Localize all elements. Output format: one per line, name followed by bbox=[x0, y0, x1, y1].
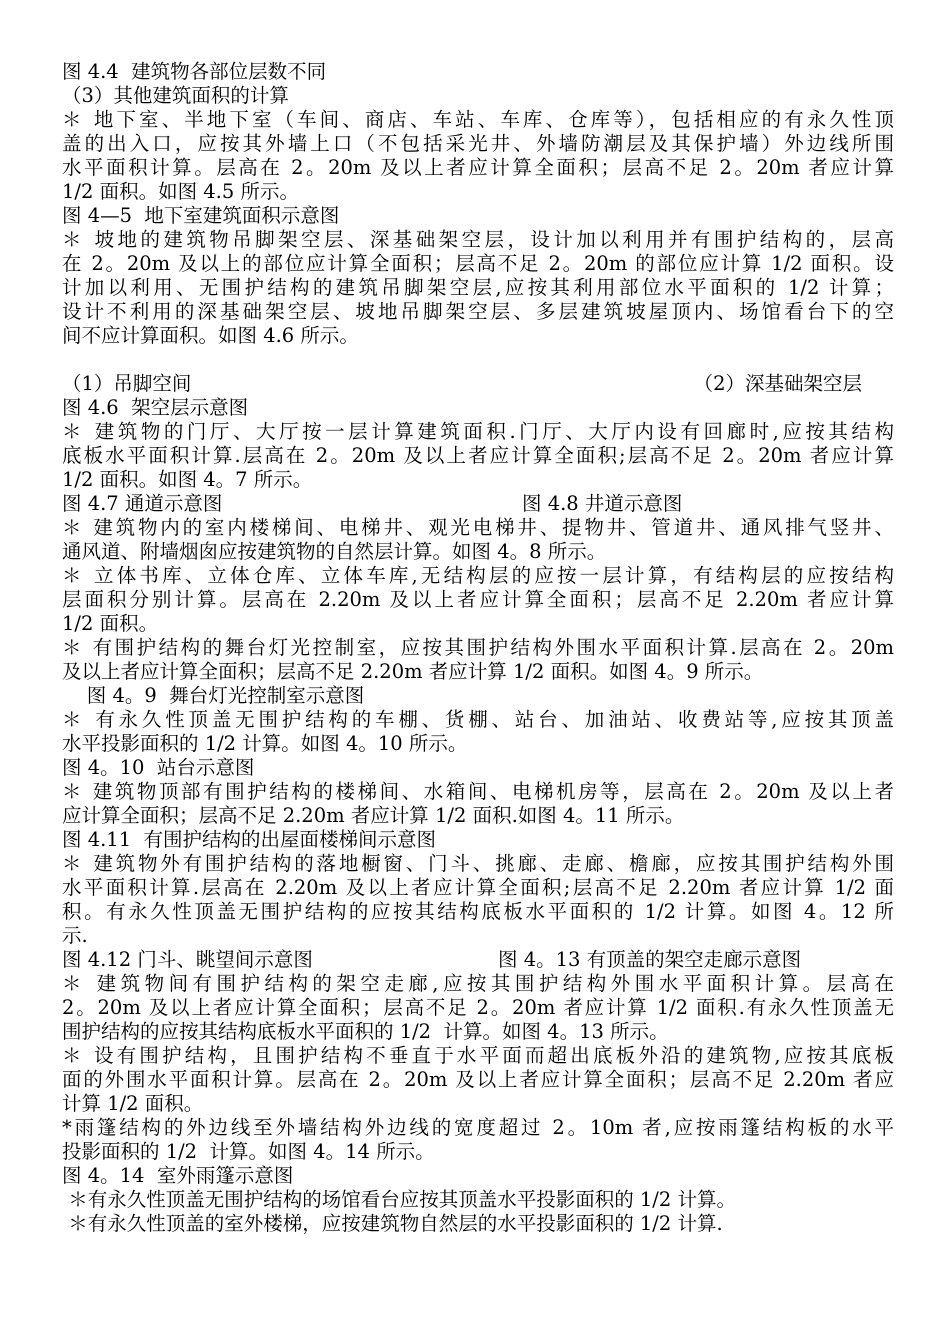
text-line: 1/2 面积。如图 4.5 所示。 bbox=[62, 180, 299, 203]
text-line: 间不应计算面积。如图 4.6 所示。 bbox=[62, 324, 359, 347]
text-line: ＊ 有围护结构的舞台灯光控制室，应按其围护结构外围水平面积计算.层高在 2。20m bbox=[62, 636, 894, 659]
text-line: 水平投影面积的 1/2 计算。如图 4。10 所示。 bbox=[62, 732, 468, 755]
document-page bbox=[62, 60, 894, 1236]
figure-caption-left: （1）吊脚空间 bbox=[62, 372, 192, 395]
text-line: ＊ 有永久性顶盖无围护结构的车棚、货棚、站台、加油站、收费站等,应按其顶盖 bbox=[62, 708, 894, 731]
text-line: 在 2。20m 及以上的部位应计算全面积；层高不足 2。20m 的部位应计算 1/2 面积。设 bbox=[62, 252, 894, 275]
text-block-4 bbox=[62, 972, 894, 1236]
text-line: ＊ 立体书库、立体仓库、立体车库,无结构层的应按一层计算，有结构层的应按结构 bbox=[62, 564, 894, 587]
text-line: 图 4.11 有围护结构的出屋面楼梯间示意图 bbox=[62, 828, 437, 851]
text-line: 通风道、附墙烟囱应按建筑物的自然层计算。如图 4。8 所示。 bbox=[62, 540, 607, 563]
text-line: 面的外围水平面积计算。层高在 2。20m 及以上者应计算全面积；层高不足 2.20m 者应 bbox=[62, 1068, 894, 1091]
text-block-3 bbox=[62, 516, 894, 948]
text-line: 围护结构的应按其结构底板水平面积的 1/2 计算。如图 4。13 所示。 bbox=[62, 1020, 669, 1043]
figure-caption-left: 图 4.12 门斗、眺望间示意图 bbox=[62, 948, 313, 971]
text-line: 1/2 面积。如图 4。7 所示。 bbox=[62, 468, 313, 491]
text-line: 层面积分别计算。层高在 2.20m 及以上者应计算全面积；层高不足 2.20m 者应计算 bbox=[62, 588, 894, 611]
text-line: ＊ 地下室、半地下室（车间、商店、车站、车库、仓库等），包括相应的有永久性顶 bbox=[62, 108, 894, 131]
text-line: ＊ 建筑物内的室内楼梯间、电梯井、观光电梯井、提物井、管道井、通风排气竖井、 bbox=[62, 516, 894, 539]
text-line: 图 4—5 地下室建筑面积示意图 bbox=[62, 204, 340, 227]
text-line: 计加以利用、无围护结构的建筑吊脚架空层,应按其利用部位水平面积的 1/2 计算； bbox=[62, 276, 894, 299]
text-line: *雨篷结构的外边线至外墙结构外边线的宽度超过 2。10m 者,应按雨篷结构板的水平 bbox=[62, 1116, 894, 1139]
text-line: 图 4。9 舞台灯光控制室示意图 bbox=[62, 684, 365, 707]
text-line: 图 4。10 站台示意图 bbox=[62, 756, 255, 779]
text-block-1 bbox=[62, 60, 894, 348]
text-line: 图 4.4 建筑物各部位层数不同 bbox=[62, 60, 327, 83]
text-line: 底板水平面积计算.层高在 2。20m 及以上者应计算全面积;层高不足 2。20m 者应计算 bbox=[62, 444, 894, 467]
text-line: ＊ 坡地的建筑物吊脚架空层、深基础架空层，设计加以利用并有围护结构的，层高 bbox=[62, 228, 894, 251]
text-line: ＊ 建筑物的门厅、大厅按一层计算建筑面积.门厅、大厅内设有回廊时,应按其结构 bbox=[62, 420, 894, 443]
text-line: 1/2 面积。 bbox=[62, 612, 159, 635]
text-line: ＊有永久性顶盖的室外楼梯，应按建筑物自然层的水平投影面积的 1/2 计算. bbox=[62, 1212, 723, 1235]
text-line: 计算 1/2 面积。 bbox=[62, 1092, 204, 1115]
text-line: 投影面积的 1/2 计算。如图 4。14 所示。 bbox=[62, 1140, 435, 1163]
text-line: ＊ 设有围护结构，且围护结构不垂直于水平面而超出底板外沿的建筑物,应按其底板 bbox=[62, 1044, 894, 1067]
text-line: 及以上者应计算全面积；层高不足 2.20m 者应计算 1/2 面积。如图 4。9 所示。 bbox=[62, 660, 764, 683]
text-line: ＊ 建筑物外有围护结构的落地橱窗、门斗、挑廊、走廊、檐廊，应按其围护结构外围 bbox=[62, 852, 894, 875]
text-line: ＊ 建筑物间有围护结构的架空走廊,应按其围护结构外围水平面积计算。层高在 bbox=[62, 972, 894, 995]
figure-caption-right: 图 4。13 有顶盖的架空走廊示意图 bbox=[498, 948, 802, 971]
figure-caption-right: 图 4.8 井道示意图 bbox=[522, 492, 683, 515]
text-line: ＊ 建筑物顶部有围护结构的楼梯间、水箱间、电梯机房等，层高在 2。20m 及以上者 bbox=[62, 780, 894, 803]
figure-caption-left: 图 4.7 通道示意图 bbox=[62, 492, 223, 515]
figure-caption-right: （2）深基础架空层 bbox=[693, 372, 862, 395]
text-line: 应计算全面积；层高不足 2.20m 者应计算 1/2 面积.如图 4。11 所示。 bbox=[62, 804, 685, 827]
figure-caption-row-2 bbox=[62, 492, 894, 516]
text-line: 设计不利用的深基础架空层、坡地吊脚架空层、多层建筑坡屋顶内、场馆看台下的空 bbox=[62, 300, 894, 323]
text-line: 示. bbox=[62, 924, 88, 947]
figure-caption-row-1 bbox=[62, 372, 894, 396]
text-line: 水平面积计算。层高在 2。20m 及以上者应计算全面积；层高不足 2。20m 者应计算 bbox=[62, 156, 894, 179]
text-line: 水平面积计算.层高在 2.20m 及以上者应计算全面积;层高不足 2.20m 者应计算 1/2 面 bbox=[62, 876, 894, 899]
text-line: 2。20m 及以上者应计算全面积；层高不足 2。20m 者应计算 1/2 面积.有永久性顶盖无 bbox=[62, 996, 894, 1019]
text-line: 积。有永久性顶盖无围护结构的应按其结构底板水平面积的 1/2 计算。如图 4。12 所 bbox=[62, 900, 894, 923]
text-line: （3）其他建筑面积的计算 bbox=[62, 84, 289, 107]
text-line: 盖的出入口，应按其外墙上口（不包括采光井、外墙防潮层及其保护墙）外边线所围 bbox=[62, 132, 894, 155]
text-line: 图 4。14 室外雨篷示意图 bbox=[62, 1164, 294, 1187]
text-block-2 bbox=[62, 396, 894, 492]
figure-caption-row-3 bbox=[62, 948, 894, 972]
text-line: ＊有永久性顶盖无围护结构的场馆看台应按其顶盖水平投影面积的 1/2 计算。 bbox=[62, 1188, 736, 1211]
text-line: 图 4.6 架空层示意图 bbox=[62, 396, 249, 419]
